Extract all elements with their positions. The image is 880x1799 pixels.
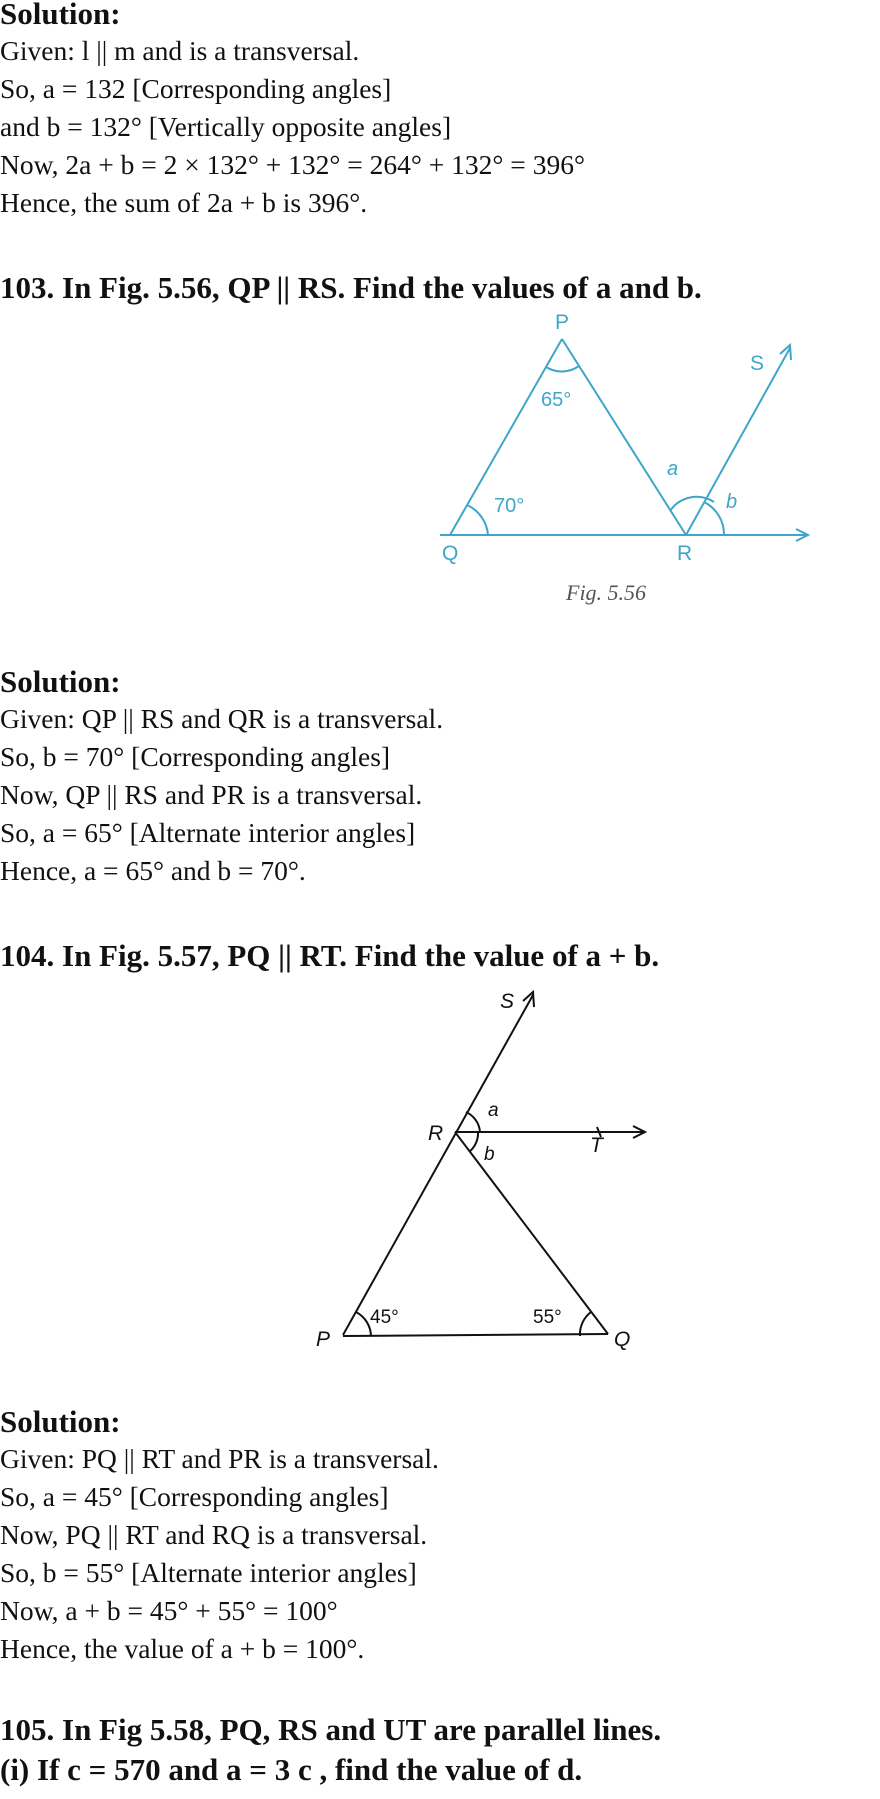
solution-line: So, b = 55° [Alternate interior angles] (0, 1557, 417, 1588)
solution-line: Now, 2a + b = 2 × 132° + 132° = 264° + 132° = 396° (0, 149, 585, 180)
angle-label-70: 70° (494, 495, 525, 517)
solution-line: Now, a + b = 45° + 55° = 100° (0, 1595, 338, 1626)
line-pq (343, 1334, 608, 1336)
line-rs (686, 348, 790, 535)
label-q: Q (442, 542, 459, 565)
line-pr (562, 339, 686, 535)
label-p: P (555, 311, 570, 334)
angle-arc-p (546, 366, 579, 371)
angle-arc-b (469, 1132, 478, 1152)
figure-5-56 (0, 300, 880, 620)
figure-caption: Fig. 5.56 (566, 580, 647, 605)
solution-line: Now, PQ || RT and RQ is a transversal. (0, 1519, 428, 1550)
angle-label-b: b (484, 1144, 495, 1165)
label-s: S (500, 990, 515, 1013)
label-s: S (750, 352, 765, 375)
solution-line: Given: PQ || RT and PR is a transversal. (0, 1443, 439, 1474)
solution-line: So, a = 45° [Corresponding angles] (0, 1481, 389, 1512)
angle-arc-q (580, 1312, 591, 1336)
solution-line: Given: l || m and is a transversal. (0, 35, 360, 66)
solution-line: Hence, the value of a + b = 100°. (0, 1633, 365, 1664)
question-text: 105. In Fig 5.58, PQ, RS and UT are parallel lines. (0, 1712, 662, 1747)
solution-heading: Solution: (0, 1404, 121, 1439)
solution-block-2 (0, 664, 880, 890)
question-105 (0, 1710, 880, 1790)
solution-heading: Solution: (0, 664, 121, 699)
solution-line: and b = 132° [Vertically opposite angles] (0, 111, 452, 142)
label-q: Q (614, 1328, 631, 1351)
question-text: 103. In Fig. 5.56, QP || RS. Find the values of a and b. (0, 270, 702, 305)
label-r: R (677, 542, 693, 565)
question-subpart: (i) If c = 570 and a = 3 c , find the value of d. (0, 1752, 583, 1787)
angle-label-a: a (488, 1100, 499, 1121)
angle-arc-b (704, 502, 724, 535)
solution-block-3 (0, 1404, 880, 1668)
solution-block-1 (0, 0, 880, 222)
angle-label-45: 45° (370, 1307, 399, 1328)
angle-label-a: a (667, 458, 679, 480)
angle-label-55: 55° (533, 1307, 562, 1328)
solution-line: So, a = 132 [Corresponding angles] (0, 73, 392, 104)
figure-5-57 (0, 980, 880, 1360)
angle-arc-q (467, 505, 488, 535)
solution-line: Hence, a = 65° and b = 70°. (0, 855, 306, 886)
solution-line: So, b = 70° [Corresponding angles] (0, 741, 391, 772)
solution-line: Now, QP || RS and PR is a transversal. (0, 779, 423, 810)
angle-label-65: 65° (541, 389, 572, 411)
line-rq (455, 1132, 608, 1334)
label-t: T (590, 1134, 603, 1157)
angle-arc-p (356, 1312, 371, 1336)
question-text: 104. In Fig. 5.57, PQ || RT. Find the value of a + b. (0, 938, 660, 973)
line-ps (343, 995, 533, 1335)
angle-arc-a (466, 1112, 480, 1132)
label-p: P (316, 1328, 331, 1351)
solution-line: Given: QP || RS and QR is a transversal. (0, 703, 444, 734)
angle-label-b: b (726, 491, 738, 513)
solution-heading: Solution: (0, 0, 121, 31)
solution-line: So, a = 65° [Alternate interior angles] (0, 817, 416, 848)
label-r: R (428, 1122, 444, 1145)
solution-line: Hence, the sum of 2a + b is 396°. (0, 187, 368, 218)
question-104 (0, 936, 880, 976)
